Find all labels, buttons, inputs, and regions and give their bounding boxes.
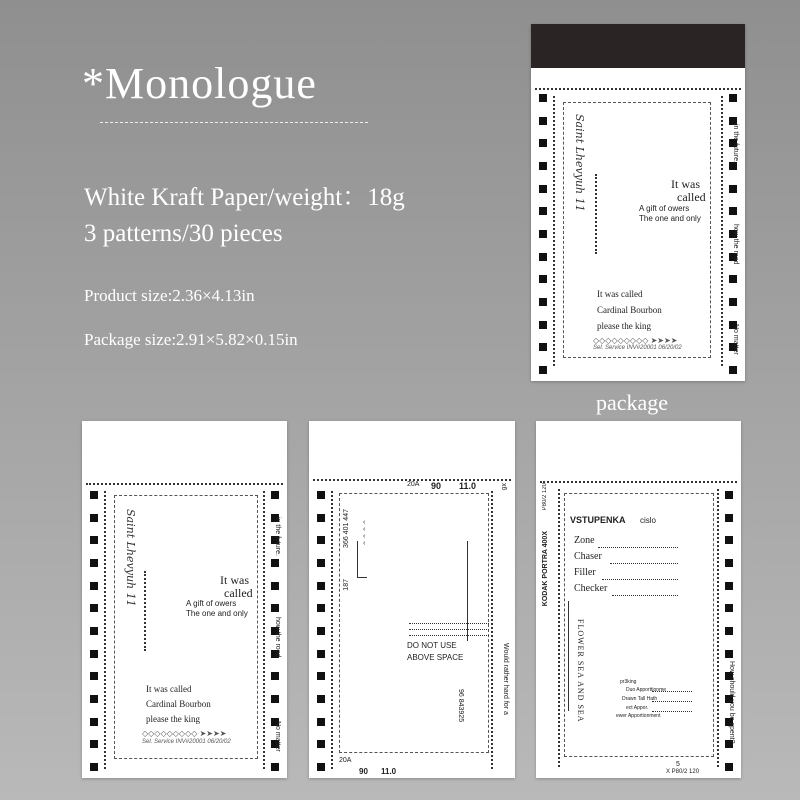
card-text-gift: A gift of owers [186,599,237,608]
card-text-called: called [677,190,706,204]
bracket-foot [357,577,367,578]
grid-rule-1 [652,691,692,692]
side-text-road: how the road [732,224,739,265]
film-row-1: Zone [574,535,595,546]
card-text-gift: A gift of owers [639,204,690,213]
perforation-top [535,88,741,90]
perforation-left [553,96,555,366]
decor-chain: ◇◇◇◇◇◇◇◇◇ ➤➤➤➤ [593,336,678,345]
kodak-label: KODAK PORTRA 400X [542,531,549,607]
kodak-code: P80/2 120 [542,483,548,511]
dotted-rule [595,174,597,254]
film-small-4: ect Appor. [626,705,649,711]
package-label: package [596,390,669,415]
sprocket-holes-left [90,491,98,771]
ticket-nums-vertical: 366 401 447 [343,509,350,548]
sprocket-holes-left [317,491,325,771]
dotted-rule-1 [409,623,489,624]
perforation-right [263,491,265,769]
spec-product-size: Product size:2.36×4.13in [84,286,255,305]
ticket-num-90: 90 [431,481,442,491]
bracket-line [357,541,358,577]
decor-chain: ◇◇◇◇◇◇◇◇◇ ➤➤➤➤ [142,729,227,738]
flower-text: FLOWER SEA AND SEA [576,619,585,723]
spec-patterns: 3 patterns/30 pieces [84,220,283,247]
row-rule-4 [612,595,678,596]
film-num-5: 5 [676,761,680,768]
para-line-3: please the king [597,321,651,331]
card-ticket [309,421,515,778]
para-line-1: It was called [597,289,643,299]
left-rule [568,601,569,711]
perforation-left [331,491,333,769]
service-line: Sel. Service INV#20001 06/20/02 [142,739,231,745]
side-text-future: in the future. [732,124,739,163]
side-text-future: in the future. [274,517,281,556]
film-title: VSTUPENKA [570,515,626,525]
warning-line-2: ABOVE SPACE [407,653,464,662]
ticket-code-top: 20A [407,481,420,488]
ticket-num-11: 11.0 [459,481,477,491]
card-text-called: called [224,586,253,600]
dotted-rule-3 [409,635,489,636]
dotted-rule-2 [409,629,489,630]
ticket-num-187: 187 [343,579,350,591]
ticket-num-90-bottom: 90 [359,767,368,776]
side-text-road: how the road [274,617,281,658]
perforation-left [104,491,106,769]
ticket-side-text: Would rather hard for a [502,643,509,715]
service-line: Sel. Service INV#20001 06/20/02 [593,345,682,351]
para-line-2: Cardinal Bourbon [597,305,662,315]
ticket-x6: x6 [500,483,507,491]
side-text-no-matter: No matter [732,324,739,355]
card-text-one-only: The one and only [639,214,701,223]
perforation-top [540,481,737,483]
grid-rule-2 [652,701,692,702]
para-line-2: Cardinal Bourbon [146,699,211,709]
film-row-2: Chaser [574,551,602,562]
card-text-it-was: It was [220,573,249,587]
perforation-top [86,483,283,485]
warning-line-1: DO NOT USE [407,641,457,650]
package-card [531,24,745,381]
film-bottom-code: X P80/2 120 [666,769,700,775]
card-film [536,421,741,778]
film-small-1: pr3king [620,679,637,685]
sprocket-holes-left [539,94,547,374]
spec-package-size: Package size:2.91×5.82×0.15in [84,330,298,349]
card-text-it-was: It was [671,177,700,191]
film-small-2: Duo Apporttionme [626,687,667,693]
thin-rule [467,541,468,641]
film-title-suffix: cislo [640,516,657,525]
grid-rule-3 [652,711,692,712]
film-side-question: How should you be spent? [728,661,735,744]
package-header-band [531,24,745,68]
film-row-3: Filler [574,567,596,578]
perforation-left [558,489,560,767]
ticket-code-96: 96 843925 [457,689,464,723]
card-text-one-only: The one and only [186,609,248,618]
spec-material: White Kraft Paper/weight：18g [84,184,405,211]
side-text-no-matter: No matter [274,721,281,752]
signature: Saint Lhevyuh 11 [573,114,586,212]
perforation-right [491,491,493,769]
row-rule-2 [610,563,678,564]
page-title: *Monologue [82,59,317,108]
film-small-3: Drawn Tall Hath [622,696,658,702]
ticket-code-bottom: 20A [339,757,352,764]
row-rule-1 [598,547,678,548]
row-rule-3 [602,579,678,580]
film-small-5: ewer Apportionment [616,713,661,719]
para-line-1: It was called [146,684,192,694]
chevrons: ‹ ‹ ‹ ‹ [363,519,366,547]
perforation-right [717,489,719,767]
card-monologue [82,421,287,778]
signature: Saint Lhevyuh 11 [124,509,137,607]
ticket-num-11-bottom: 11.0 [381,767,397,776]
para-line-3: please the king [146,714,200,724]
perforation-right [721,96,723,366]
film-row-4: Checker [574,583,608,594]
title-divider [100,122,368,123]
dotted-rule [144,571,146,651]
